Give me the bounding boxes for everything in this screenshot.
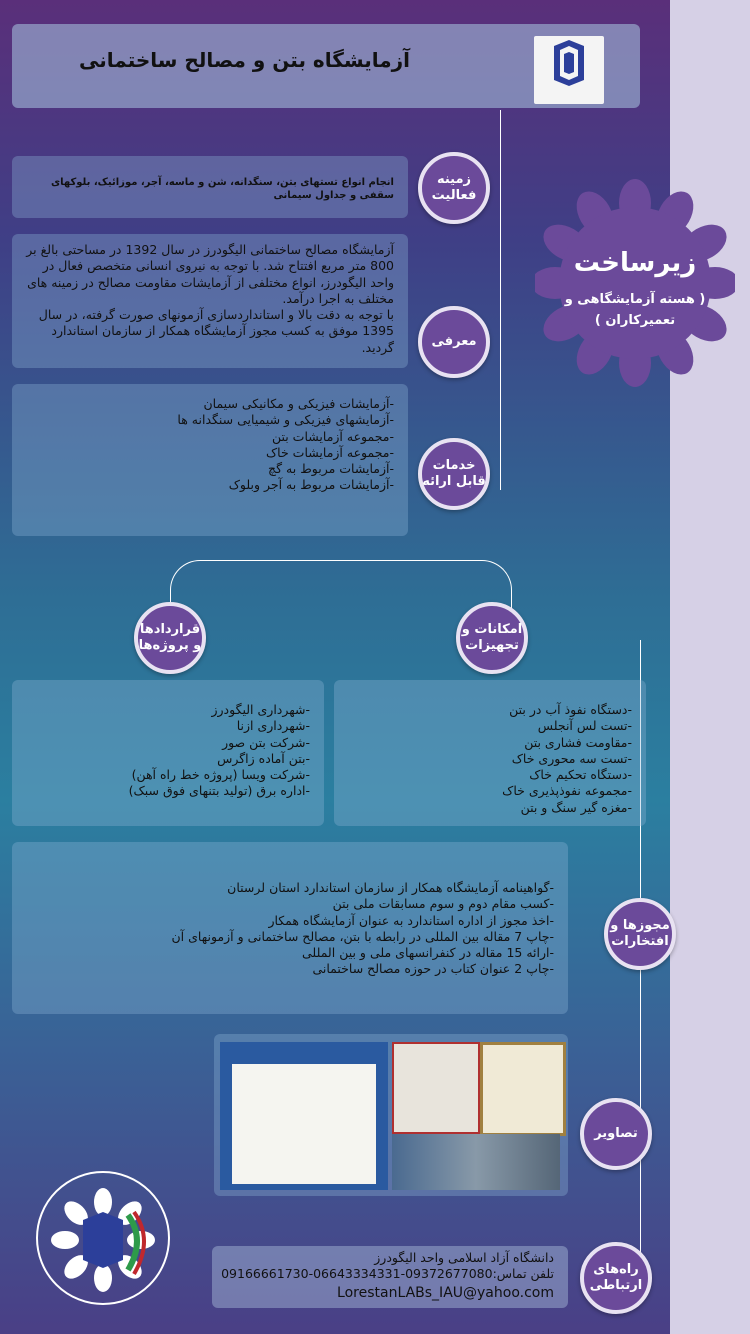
contact-email[interactable]: LorestanLABs_IAU@yahoo.com — [337, 1285, 554, 1301]
award-photo-2 — [480, 1042, 566, 1136]
award-photo-1 — [392, 1042, 480, 1134]
anniversary-emblem — [28, 1160, 178, 1320]
contracts-text: -شهرداری الیگودرز -شهرداری ازنا -شرکت بتن صور -بتن آماده زاگرس -شرکت ویسا (پروژه خط راه آهن) -اداره برق (تولید بتنهای فوق سبک) — [128, 702, 310, 799]
equipment-text: -دستگاه نفوذ آب در بتن -تست لس آنجلس -مقاومت فشاری بتن -تست سه محوری خاک -دستگاه تحکیم خاک -مجموعه نفوذپذیری خاک -مغزه گیر سنگ و بتن — [502, 702, 632, 815]
intro-text: آزمایشگاه مصالح ساختمانی الیگودرز در سال 1392 در مساحتی بالغ بر 800 متر مربع افتتاح شد. با توجه به نیروی انسانی متخصص فعال در واحد الیگودرز، انواع مختلفی از آزمایشات مقاومت مصالح در زمینه های مختلف به اجرا درآمد. با توجه به دقت بالا و استانداردسازی آزمونهای صورت گرفته، در سال 1395 موفق به کسب مجوز آزمایشگاه همکار از سازمان استاندارد گردید. — [26, 242, 394, 355]
equipment-photo — [392, 1134, 560, 1190]
certificate-photo — [220, 1042, 388, 1190]
contact-line1: دانشگاه آزاد اسلامی واحد الیگودرز — [374, 1250, 554, 1265]
contact-phone: تلفن تماس:09372677080-06643334331-09166661730 — [221, 1266, 554, 1281]
intro-circle: معرفی — [418, 306, 490, 378]
badge-title: زیرساخت — [573, 248, 697, 278]
images-circle: تصاویر — [580, 1098, 652, 1170]
university-logo — [534, 36, 604, 104]
services-text: -آزمایشات فیزیکی و مکانیکی سیمان -آزمایشهای فیزیکی و شیمیایی سنگدانه ها -مجموعه آزمایشات بتن -مجموعه آزمایشات خاک -آزمایشات مربوط به گچ -آزمایشات مربوط به آجر وبلوک — [177, 396, 394, 493]
contracts-circle: قراردادها و پروژه‌ها — [134, 602, 206, 674]
honors-box — [12, 842, 568, 1014]
connector-line — [500, 110, 501, 490]
page-title: آزمایشگاه بتن و مصالح ساختمانی — [79, 48, 410, 72]
contact-circle: راه‌های ارتباطی — [580, 1242, 652, 1314]
activity-box — [12, 156, 408, 218]
badge-subtitle: ( هسته آزمایشگاهی و تعمیرکاران ) — [564, 292, 706, 328]
connector-line — [170, 560, 512, 621]
contact-box — [212, 1246, 568, 1308]
services-box — [12, 384, 408, 536]
honors-text: -گواهینامه آزمایشگاه همکار از سازمان استاندارد استان لرستان -کسب مقام دوم و سوم مسابقات ملی بتن -اخذ مجوز از اداره استاندارد به عنوان آزمایشگاه همکار -چاپ 7 مقاله بین المللی در رابطه با بتن، مصالح ساختمانی و آزمونهای آن -ارائه 15 مقاله در کنفرانسهای ملی و بین المللی -چاپ 2 عنوان کتاب در حوزه مصالح ساختمانی — [171, 880, 554, 977]
activity-text: انجام انواع تستهای بتن، سنگدانه، شن و ماسه، آجر، موزائیک، بلوکهای سقفی و جداول سیمانی — [50, 177, 394, 201]
activity-circle: زمینه فعالیت — [418, 152, 490, 224]
contracts-box — [12, 680, 324, 826]
equipment-box — [334, 680, 646, 826]
images-box — [214, 1034, 568, 1196]
services-circle: خدمات قابل ارائه — [418, 438, 490, 510]
honors-circle: مجوزها و افتخارات — [604, 898, 676, 970]
intro-box — [12, 234, 408, 368]
header-box — [12, 24, 640, 108]
equipment-circle: امکانات و تجهیزات — [456, 602, 528, 674]
flower-badge — [535, 178, 735, 388]
